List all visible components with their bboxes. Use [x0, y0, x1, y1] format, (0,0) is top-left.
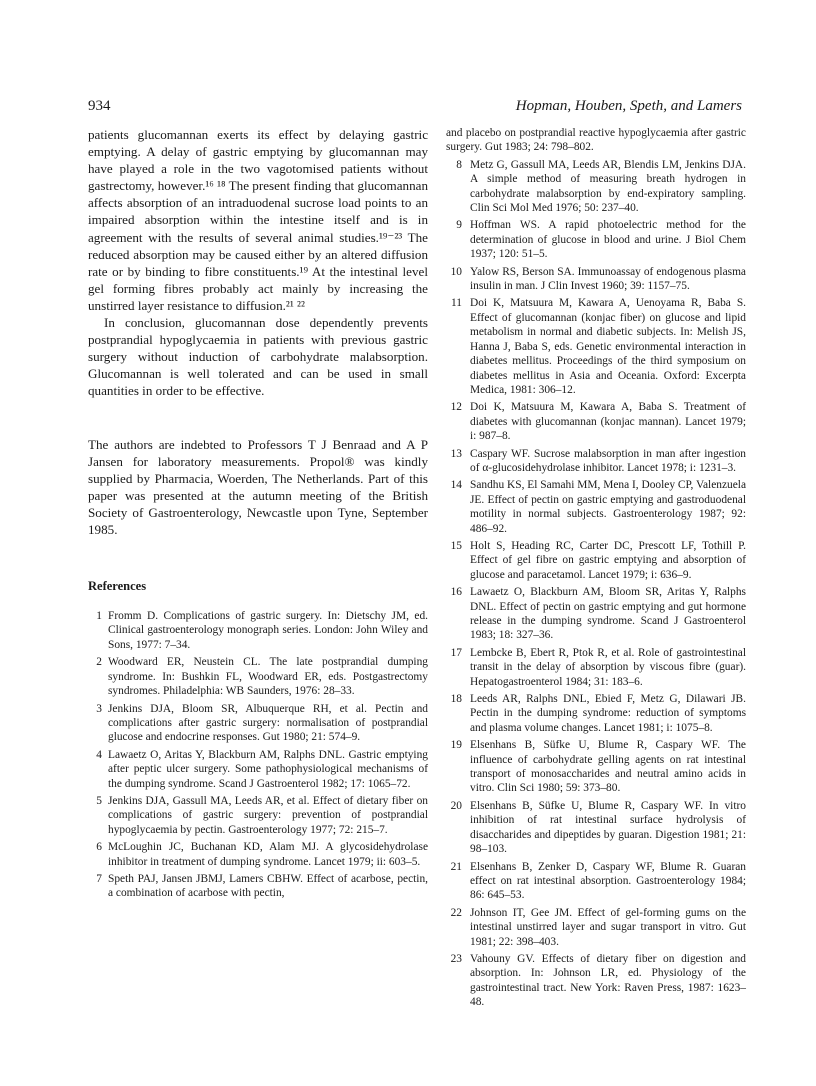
reference-item	[446, 585, 746, 643]
running-header-authors: Hopman, Houben, Speth, and Lamers	[515, 98, 742, 114]
reference-item	[446, 400, 746, 443]
reference-text: Hoffman WS. A rapid photoelectric method for the determination of glucose in blood and urine. J Biol Chem 1937; 120: 51–5.	[470, 219, 746, 261]
reference-number: 5	[96, 794, 102, 807]
reference-number: 19	[450, 739, 462, 752]
reference-text: Johnson IT, Gee JM. Effect of gel-forming gums on the intestinal unstirred layer and sugar transport in vitro. Gut 1981; 22: 398–403.	[470, 906, 746, 948]
reference-item	[88, 748, 428, 791]
reference-item	[88, 872, 428, 901]
reference-list-left	[88, 609, 428, 901]
reference-text: Woodward ER, Neustein CL. The late postprandial dumping syndrome. In: Bushkin FL, Woodward ER, eds. Postgastrectomy syndromes. Philadelphia: WB Saunders, 1976: 28–33.	[108, 656, 428, 698]
reference-number: 21	[450, 860, 462, 873]
reference-text: Jenkins DJA, Bloom SR, Albuquerque RH, et al. Pectin and complications after gastric surgery: normalisation of postprandial glucose and endocrine responses. Gut 1980; 21: 574–9.	[108, 702, 428, 744]
reference-number: 4	[96, 748, 102, 761]
reference-text: Speth PAJ, Jansen JBMJ, Lamers CBHW. Effect of acarbose, pectin, a combination of acarbose with pectin,	[108, 872, 428, 900]
reference-text: Vahouny GV. Effects of dietary fiber on digestion and absorption. In: Johnson LR, ed. Physiology of the gastrointestinal tract. New York: Raven Press, 1987: 1623–48.	[470, 952, 746, 1009]
reference-item	[88, 840, 428, 869]
reference-number: 11	[451, 297, 462, 310]
page-number: 934	[88, 98, 111, 114]
reference-text: Holt S, Heading RC, Carter DC, Prescott LF, Tothill P. Effect of gel fibre on gastric emptying and absorption of glucose and paracetamol. Lancet 1979; i: 636–9.	[470, 539, 746, 581]
reference-text: Elsenhans B, Süfke U, Blume R, Caspary WF. In vitro inhibition of rat intestinal surface hydrolysis of disaccharides and dipeptides by guaran. Digestion 1981; 21: 98–103.	[470, 799, 746, 856]
reference-number: 16	[450, 586, 462, 599]
reference-item	[446, 158, 746, 216]
reference-number: 13	[450, 447, 462, 460]
reference-item	[446, 478, 746, 536]
reference-text: Fromm D. Complications of gastric surgery. In: Dietschy JM, ed. Clinical gastroenterology monograph series. London: John Wiley and Sons, 1977: 7–34.	[108, 610, 428, 651]
reference-item	[446, 738, 746, 796]
references-heading: References	[88, 579, 147, 594]
reference-number: 23	[450, 952, 462, 965]
reference-number: 3	[96, 702, 102, 715]
reference-item	[446, 296, 746, 397]
reference-text: Leeds AR, Ralphs DNL, Ebied F, Metz G, Dilawari JB. Pectin in the dumping syndrome: reduction of symptoms and plasma volume changes. Lancet 1981; i: 1075–8.	[470, 693, 746, 734]
reference-number: 20	[450, 799, 462, 812]
reference-text: Sandhu KS, El Samahi MM, Mena I, Dooley CP, Valenzuela JE. Effect of pectin on gastric emptying and gastroduodenal motility in normal subjects. Gastroenterology 1987; 92: 486–92.	[470, 479, 746, 535]
reference-number: 22	[450, 906, 462, 919]
reference-item	[88, 702, 428, 745]
reference-text: Caspary WF. Sucrose malabsorption in man after ingestion of α-glucosidehydrolase inhibitor. Lancet 1978; i: 1231–3.	[470, 447, 746, 474]
reference-number: 8	[456, 158, 462, 171]
body-paragraph: patients glucomannan exerts its effect by delaying gastric emptying. A delay of gastric emptying by glucomannan may have played a role in the two vagotomised patients without gastrectomy, however.¹⁶ ¹⁸ The present finding that glucomannan affects absorption of an intraduodenal sucrose load points to an impaired absorption within the intestine itself and is in agreement with the results of several animal studies.¹⁹⁻²³ The reduced absorption may be caused either by an altered diffusion rate or by binding to fibre constituents.¹⁹ At the intestinal level gel forming fibres probably act mainly by increasing the unstirred layer resistance to diffusion.²¹ ²²	[88, 127, 428, 313]
reference-item	[446, 799, 746, 857]
reference-text: Lawaetz O, Blackburn AM, Bloom SR, Aritas Y, Ralphs DNL. Effect of pectin on gastric emptying and gut hormone release in the dumping syndrome. Scand J Gastroenterol 1983; 18: 327–36.	[470, 586, 746, 642]
reference-number: 12	[450, 401, 462, 414]
reference-number: 2	[96, 656, 102, 669]
reference-item	[446, 646, 746, 689]
body-paragraph: In conclusion, glucomannan dose dependently prevents postprandial hypoglycaemia in patients with previous gastric surgery without induction of carbohydrate malabsorption. Glucomannan is well tolerated and can be used in small quantities in order to be effective.	[88, 315, 428, 399]
reference-number: 10	[450, 265, 462, 278]
reference-text: Yalow RS, Berson SA. Immunoassay of endogenous plasma insulin in man. J Clin Invest 1960; 39: 1157–75.	[470, 265, 746, 293]
acknowledgement: The authors are indebted to Professors T J Benraad and A P Jansen for laboratory measurements. Propol® was kindly supplied by Pharmacia, Woerden, The Netherlands. Part of this paper was presented at the autumn meeting of the British Society of Gastroenterology, Newcastle upon Tyne, September 1985.	[88, 436, 428, 537]
reference-item	[446, 906, 746, 949]
reference-continuation	[446, 126, 746, 155]
reference-list-right	[446, 126, 746, 1010]
reference-item	[88, 609, 428, 652]
reference-item	[88, 655, 428, 698]
reference-text: Doi K, Matsuura M, Kawara A, Uenoyama R, Baba S. Effect of glucomannan (konjac fiber) on glucose and lipid metabolism in normal and diabetic subjects. In: Melish JS, Hanna J, Baba S, eds. Genetic environmental interaction in diabetes mellitus. Proceedings of the third symposium on diabetes mellitus in Asia and Oceania. Oxford: Excerpta Medica, 1981: 306–12.	[470, 297, 746, 396]
reference-number: 9	[456, 219, 462, 232]
reference-item	[446, 265, 746, 294]
reference-text: Lembcke B, Ebert R, Ptok R, et al. Role of gastrointestinal transit in the delay of absorption by viscous fibre (guar). Hepatogastroenterol 1984; 31: 183–6.	[470, 646, 746, 688]
left-column	[88, 126, 428, 904]
reference-text: Jenkins DJA, Gassull MA, Leeds AR, et al. Effect of dietary fiber on complications of gastric surgery: prevention of postprandial hypoglycaemia by pectin. Gastroenterology 1977; 72: 215–7.	[108, 794, 428, 836]
reference-item	[88, 794, 428, 837]
reference-text: Lawaetz O, Aritas Y, Blackburn AM, Ralphs DNL. Gastric emptying after peptic ulcer surgery. Some pathophysiological mechanisms of the dumping syndrome. Scand J Gastroenterol 1982; 17: 1065–72.	[108, 748, 428, 790]
reference-number: 7	[96, 872, 102, 885]
reference-number: 15	[450, 539, 462, 552]
reference-text: Elsenhans B, Süfke U, Blume R, Caspary WF. The influence of carbohydrate gelling agents on rat intestinal transport of monosaccharides and neutral amino acids in vitro. Clin Sci 1980; 59: 373–80.	[470, 739, 746, 795]
reference-item	[446, 218, 746, 261]
right-column	[446, 126, 746, 1013]
reference-item	[446, 860, 746, 903]
reference-text: and placebo on postprandial reactive hypoglycaemia after gastric surgery. Gut 1983; 24: 798–802.	[446, 127, 746, 154]
reference-number: 18	[450, 693, 462, 706]
reference-text: Elsenhans B, Zenker D, Caspary WF, Blume R. Guaran effect on rat intestinal absorption. Gastroenterology 1984; 86: 645–53.	[470, 860, 746, 902]
reference-item	[446, 447, 746, 476]
reference-number: 17	[450, 646, 462, 659]
reference-text: Metz G, Gassull MA, Leeds AR, Blendis LM, Jenkins DJA. A simple method of measuring breath hydrogen in carbohydrate malabsorption by end-expiratory sampling. Clin Sci Mol Med 1976; 50: 237–40.	[470, 158, 746, 215]
reference-text: Doi K, Matsuura M, Kawara A, Baba S. Treatment of diabetes with glucomannan (konjac mannan). Lancet 1979; i: 987–8.	[470, 401, 746, 443]
reference-item	[446, 952, 746, 1010]
reference-number: 14	[450, 479, 462, 492]
reference-text: McLoughin JC, Buchanan KD, Alam MJ. A glycosidehydrolase inhibitor in treatment of dumping syndrome. Lancet 1979; ii: 603–5.	[108, 841, 428, 868]
reference-item	[446, 539, 746, 582]
reference-number: 1	[96, 610, 102, 623]
reference-item	[446, 692, 746, 735]
reference-number: 6	[96, 841, 102, 854]
